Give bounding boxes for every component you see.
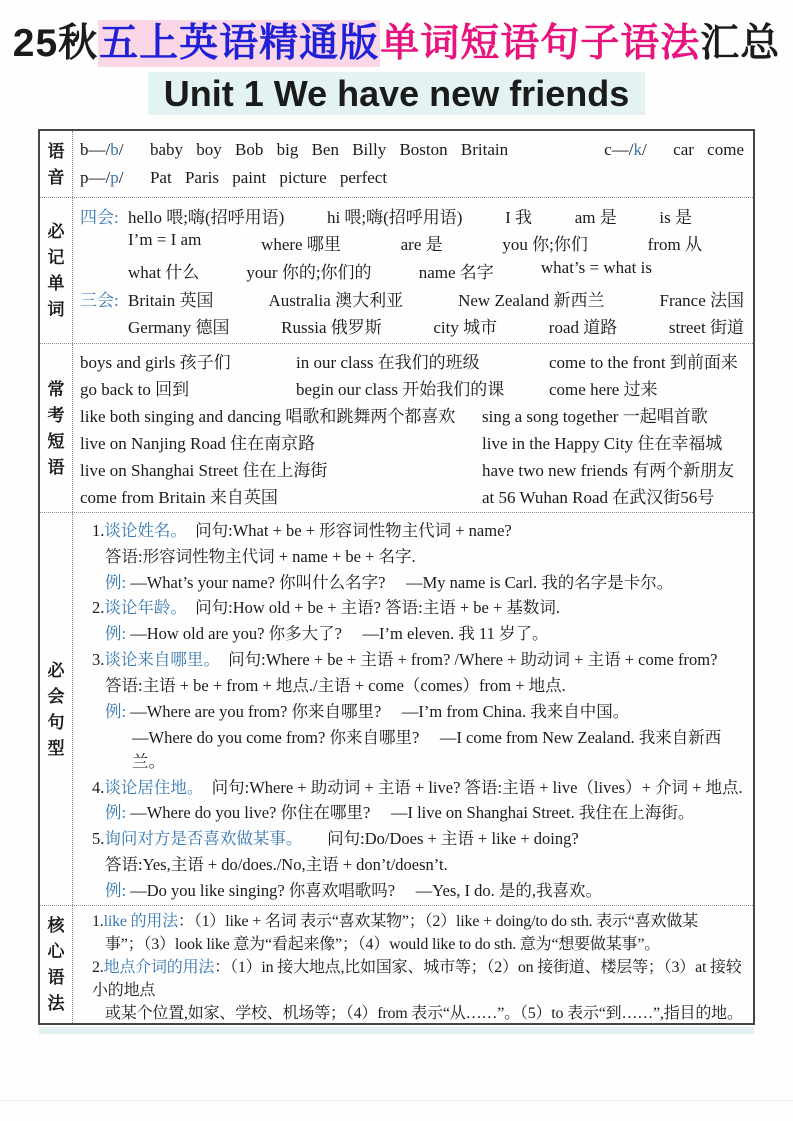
text-segment: 答语:Yes,主语 + do/does./No,主语 + don’t/doesn’t. xyxy=(105,855,448,875)
section-label-char: 必 xyxy=(47,222,65,241)
section-label-char: 词 xyxy=(47,300,65,319)
phrase-item: in our class 在我们的班级 xyxy=(296,353,480,372)
section-label-char: 会 xyxy=(47,686,65,706)
phrase-row xyxy=(80,375,744,400)
section-label-char: 音 xyxy=(47,167,65,187)
phrase-item: come from Britain 来自英国 xyxy=(80,488,278,507)
phrase-item: live on Nanjing Road 住在南京路 xyxy=(80,434,316,453)
word-item: hello 喂;嗨(招呼用语) xyxy=(128,207,285,227)
text-segment: 问句:What + be + 形容词性物主代词 + name? xyxy=(178,520,512,540)
text-segment: b—/ xyxy=(80,140,111,160)
section-label-char: 语 xyxy=(47,141,65,161)
study-table xyxy=(38,129,755,1025)
sentence-line xyxy=(92,698,744,722)
word-item: New Zealand 新西兰 xyxy=(458,290,605,310)
section-label-char: 核 xyxy=(47,916,65,935)
sentence-line xyxy=(92,594,744,618)
sentence-line xyxy=(92,543,744,567)
text-segment: 1. xyxy=(92,520,105,540)
phrase-row xyxy=(80,348,744,373)
word-level-tag: 三会: xyxy=(80,290,119,310)
phrase-item: begin our class 开始我们的课 xyxy=(296,380,505,399)
section-label-char: 必 xyxy=(47,660,65,680)
sentence-line xyxy=(92,774,744,798)
word-item: Germany 德国 xyxy=(128,318,230,338)
phrase-item: at 56 Wuhan Road 在武汉街56号 xyxy=(482,488,715,507)
word-level-tag: 四会: xyxy=(80,207,119,227)
text-segment: car come xyxy=(646,140,744,160)
text-segment: 例: xyxy=(105,624,127,644)
sentence-line xyxy=(92,724,744,772)
sentence-line xyxy=(92,672,744,696)
phrase-row xyxy=(80,402,744,427)
text-segment: k xyxy=(633,140,642,160)
phrase-item: come here 过来 xyxy=(549,380,658,399)
word-item: from 从 xyxy=(647,235,702,255)
word-row xyxy=(80,230,744,255)
text-segment: p—/ xyxy=(80,167,111,187)
text-segment: —Where are you from? 你来自哪里? —I’m from China. 我来自中国。 xyxy=(126,701,630,721)
page-edge-line xyxy=(0,1100,793,1101)
text-segment: 谈论姓名。 xyxy=(104,520,179,540)
word-row xyxy=(80,258,744,283)
sentence-line xyxy=(92,877,744,901)
unit-subtitle-text: Unit 1 We have new friends xyxy=(148,72,645,115)
phrase-row xyxy=(80,483,744,508)
text-segment: p xyxy=(110,167,119,187)
text-segment: 地点介词的用法 xyxy=(103,959,215,976)
word-item: your 你的;你们的 xyxy=(246,262,372,282)
word-row xyxy=(80,313,744,338)
title-suffix: 汇总 xyxy=(700,22,781,65)
section-label-char: 记 xyxy=(47,248,65,267)
section-phonics-label xyxy=(40,131,73,197)
section-label-char: 考 xyxy=(47,405,65,425)
section-label-char: 语 xyxy=(47,968,65,987)
section-phonics-body xyxy=(73,131,753,197)
section-words xyxy=(40,198,753,344)
text-segment: like 的用法 xyxy=(103,913,179,930)
text-segment: / xyxy=(118,140,124,160)
text-segment: 例: xyxy=(105,701,127,721)
page-title xyxy=(0,0,793,68)
text-segment: —What’s your name? 你叫什么名字? —My name is Carl. 我的名字是卡尔。 xyxy=(126,572,674,592)
phrase-item: like both singing and dancing 唱歌和跳舞两个都喜欢 xyxy=(80,407,456,426)
text-segment: 答语:主语 + be + from + 地点./主语 + come（comes）from + 地点. xyxy=(105,676,566,696)
text-segment: —Where do you come from? 你来自哪里? —I come from New Zealand. 我来自新西兰。 xyxy=(132,727,722,771)
section-phonics xyxy=(40,131,753,198)
text-segment: 3. xyxy=(92,650,105,670)
word-item: name 名字 xyxy=(418,262,494,282)
word-item: Australia 澳大利亚 xyxy=(268,290,404,310)
section-phrases-body xyxy=(73,344,753,512)
phrase-item: sing a song together 一起唱首歌 xyxy=(482,407,708,426)
sentence-line xyxy=(92,646,744,670)
word-item: am 是 xyxy=(574,207,617,227)
text-segment: ：（1）in 接大地点,比如国家、城市等；（2）on 接街道、楼层等；（3）at 接较小的地点 xyxy=(92,959,742,999)
section-label-char: 法 xyxy=(47,994,65,1013)
text-segment: ：（1）like + 名词 表示“喜欢某物”；（2）like + doing/to do sth. 表示“喜欢做某 xyxy=(178,913,698,930)
text-segment: b xyxy=(110,140,119,160)
section-sentences-label xyxy=(40,513,73,905)
sentence-line xyxy=(92,569,744,593)
word-item: Russia 俄罗斯 xyxy=(281,318,382,338)
section-label-char: 句 xyxy=(47,712,65,732)
word-item: road 道路 xyxy=(548,318,618,338)
phrase-item: go back to 回到 xyxy=(80,380,190,399)
word-item: I’m = I am xyxy=(128,230,202,250)
sentence-line xyxy=(92,825,744,849)
section-sentences-body xyxy=(73,513,753,905)
section-sentences xyxy=(40,513,753,906)
text-segment: / xyxy=(118,167,124,187)
text-segment: 事”；（3）look like 意为“看起来像”；（4）would like to do sth. 意为“想要做某事”。 xyxy=(105,936,661,953)
grammar-line xyxy=(92,908,744,931)
section-grammar-label xyxy=(40,906,73,1023)
phrase-item: boys and girls 孩子们 xyxy=(80,353,231,372)
text-segment: 谈论年龄。 xyxy=(104,598,179,618)
word-items xyxy=(128,258,744,283)
section-label-char: 单 xyxy=(47,274,65,293)
word-item: is 是 xyxy=(659,207,692,227)
text-segment: 问句:Where + 助动词 + 主语 + live? 答语:主语 + live（lives）+ 介词 + 地点. xyxy=(195,777,743,797)
section-grammar-body xyxy=(73,906,753,1023)
title-prefix: 25秋 xyxy=(12,22,99,65)
grammar-line xyxy=(92,931,744,954)
phonics-row xyxy=(80,140,744,160)
section-label-char: 语 xyxy=(47,457,65,477)
phrase-row xyxy=(80,456,744,481)
section-grammar xyxy=(40,906,753,1023)
text-segment: —Where do you live? 你住在哪里? —I live on Shanghai Street. 我住在上海街。 xyxy=(126,803,695,823)
word-items xyxy=(128,286,744,311)
phonics-right-group xyxy=(604,140,744,160)
text-segment: 2. xyxy=(92,959,104,976)
word-items xyxy=(128,203,744,228)
phrase-item: live in the Happy City 住在幸福城 xyxy=(482,434,723,453)
text-segment: 5. xyxy=(92,829,105,849)
text-segment: 2. xyxy=(92,598,105,618)
text-segment: baby boy Bob big Ben Billy Boston Britain xyxy=(123,140,509,160)
title-topic: 单词短语句子语法 xyxy=(380,22,701,65)
word-item: hi 喂;嗨(招呼用语) xyxy=(326,207,463,227)
grammar-line xyxy=(92,1000,744,1023)
section-label-char: 型 xyxy=(47,738,65,758)
word-item: where 哪里 xyxy=(261,235,341,255)
title-series: 五上英语精通版 xyxy=(99,22,380,65)
phonics-left-group xyxy=(80,140,508,160)
word-item: France 法国 xyxy=(659,290,744,310)
word-item: are 是 xyxy=(400,235,443,255)
word-row xyxy=(80,286,744,311)
text-segment: Pat Paris paint picture perfect xyxy=(123,167,388,187)
word-item: Britain 英国 xyxy=(128,290,214,310)
section-label-char: 短 xyxy=(47,431,65,451)
word-item: what 什么 xyxy=(128,262,200,282)
text-segment: 例: xyxy=(105,572,127,592)
word-item: I 我 xyxy=(505,207,533,227)
text-segment: 4. xyxy=(92,777,105,797)
text-segment: 例: xyxy=(105,803,127,823)
word-item: what’s = what is xyxy=(540,257,652,277)
text-segment: 问句:Do/Does + 主语 + like + doing? xyxy=(294,829,579,849)
section-words-label xyxy=(40,198,73,343)
word-item: city 城市 xyxy=(433,318,498,338)
text-segment: 例: xyxy=(105,881,127,901)
word-items xyxy=(128,313,744,338)
phrase-item: have two new friends 有两个新朋友 xyxy=(482,461,735,480)
section-phrases-label xyxy=(40,344,73,512)
text-segment: 问句:Where + be + 主语 + from? /Where + 助动词 + 主语 + come from? xyxy=(211,650,718,670)
grammar-line xyxy=(92,954,744,1000)
phrase-item: live on Shanghai Street 住在上海街 xyxy=(80,461,328,480)
unit-subtitle xyxy=(0,72,793,116)
phonics-row xyxy=(80,168,744,188)
word-row xyxy=(80,203,744,228)
word-item: street 街道 xyxy=(668,318,744,338)
text-segment: 答语:形容词性物主代词 + name + be + 名字. xyxy=(105,546,416,566)
text-segment: 问句:How old + be + 主语? 答语:主语 + be + 基数词. xyxy=(178,598,561,618)
text-segment: c—/ xyxy=(604,140,634,160)
text-segment: 1. xyxy=(92,913,104,930)
sentence-line xyxy=(92,851,744,875)
text-segment: 谈论居住地。 xyxy=(104,777,196,797)
text-segment: / xyxy=(641,140,647,160)
sentence-line xyxy=(92,799,744,823)
text-segment: —How old are you? 你多大了? —I’m eleven. 我 11 岁了。 xyxy=(126,624,549,644)
section-phrases xyxy=(40,344,753,513)
text-segment: 询问对方是否喜欢做某事。 xyxy=(104,829,295,849)
text-segment: 谈论来自哪里。 xyxy=(104,650,212,670)
word-item: you 你;你们 xyxy=(502,235,588,255)
section-label-char: 常 xyxy=(47,379,65,399)
sentence-line xyxy=(92,620,744,644)
phonics-left-group xyxy=(80,168,387,188)
next-section-highlight-sliver xyxy=(39,1027,754,1034)
text-segment: —Do you like singing? 你喜欢唱歌吗? —Yes, I do. 是的,我喜欢。 xyxy=(126,881,602,901)
sentence-line xyxy=(92,517,744,541)
section-label-char: 心 xyxy=(47,942,65,961)
word-items xyxy=(128,230,744,255)
phrase-row xyxy=(80,429,744,454)
text-segment: 或某个位置,如家、学校、机场等；（4）from 表示“从……”。（5）to 表示“到……”,指目的地。 xyxy=(105,1005,743,1022)
phrase-item: come to the front 到前面来 xyxy=(549,353,738,372)
section-words-body xyxy=(73,198,753,343)
